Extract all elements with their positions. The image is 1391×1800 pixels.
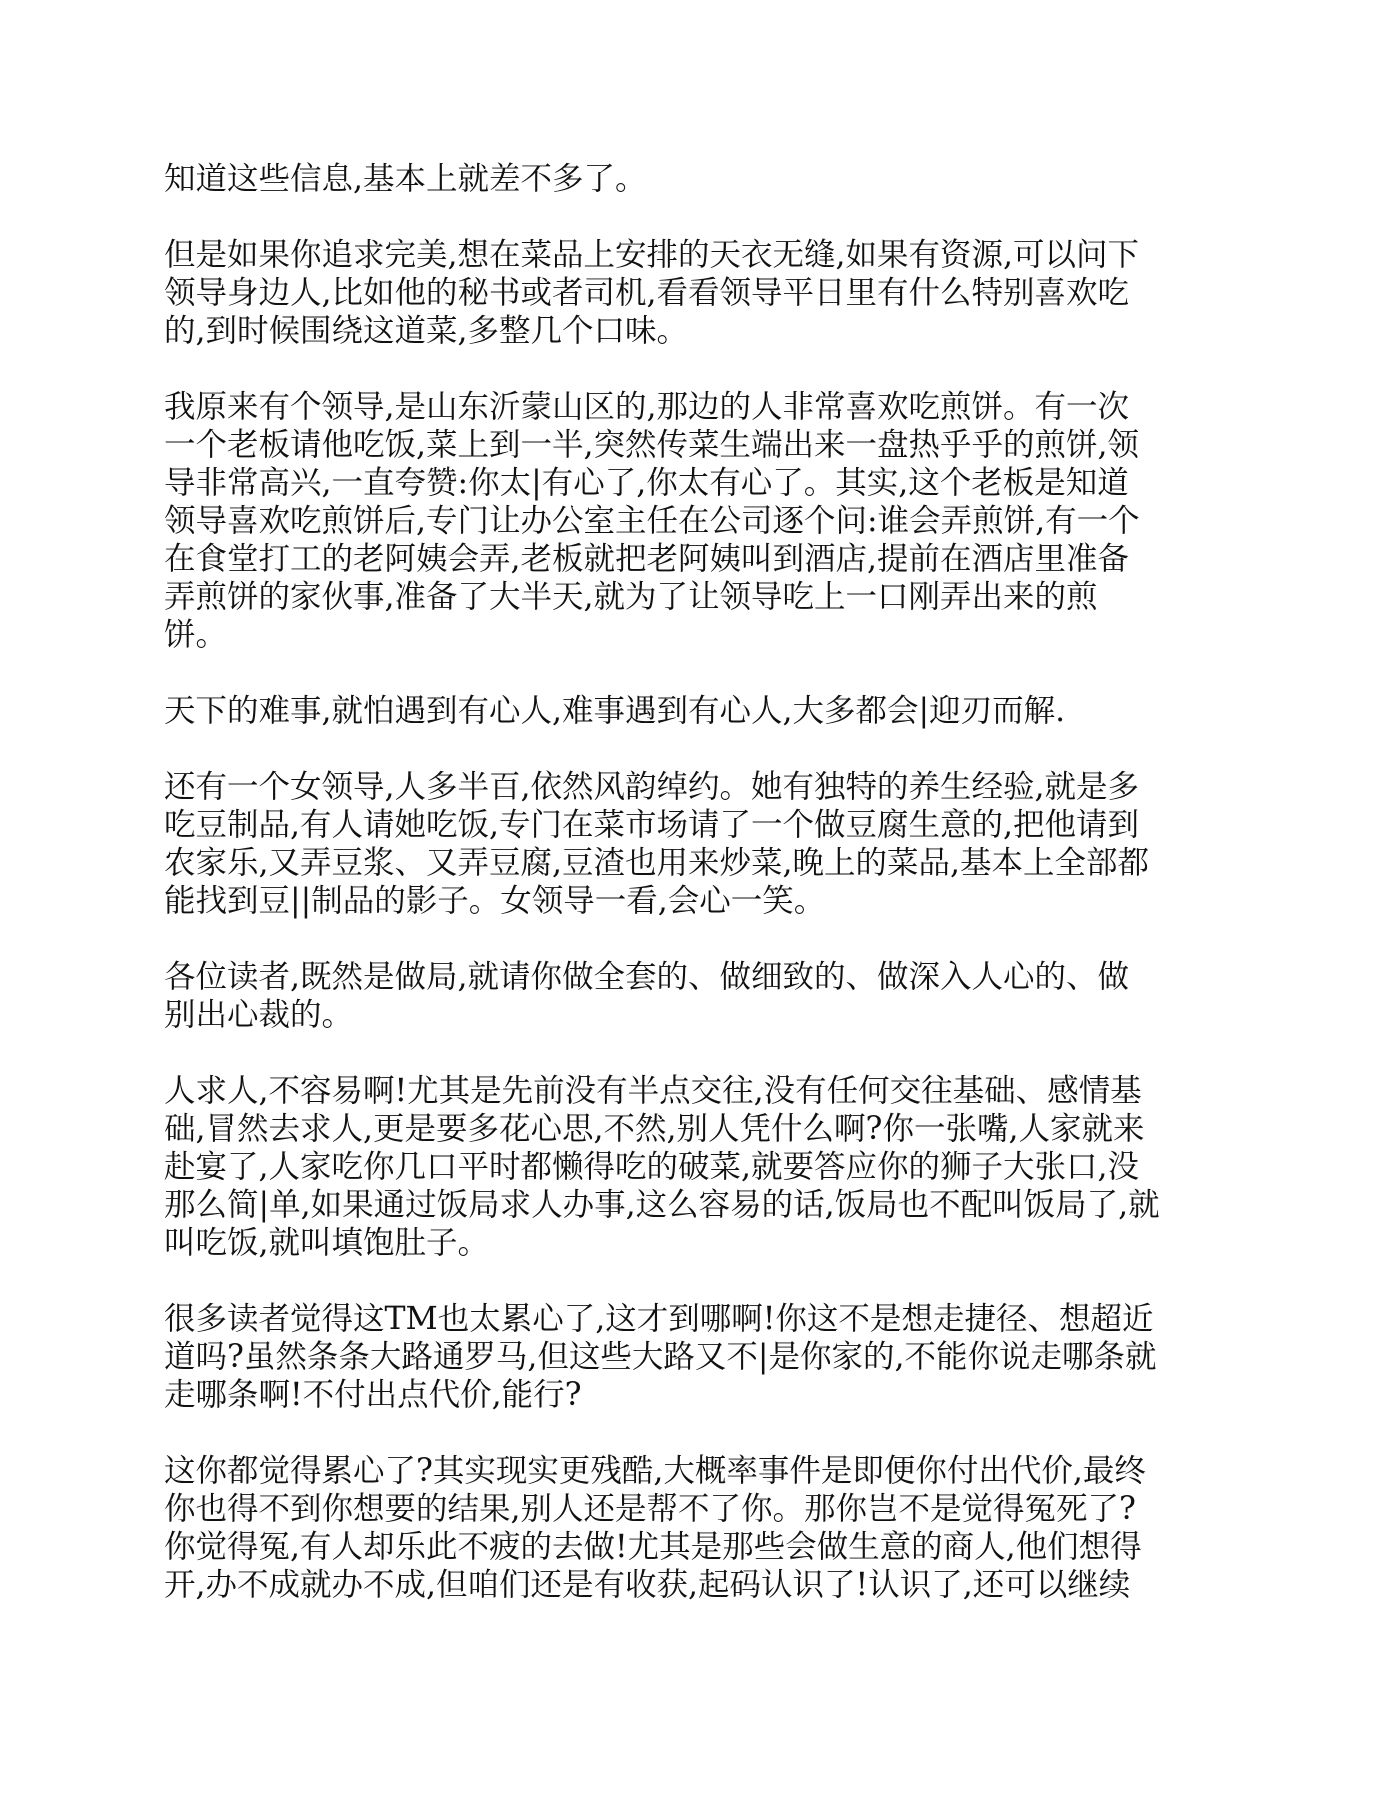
paragraph-5 [164,768,1244,920]
text-line: 但是如果你追求完美,想在菜品上安排的天衣无缝,如果有资源,可以问下 [164,237,1140,273]
paragraph-1 [164,160,1244,198]
text-line: 赴宴了,人家吃你几口平时都懒得吃的破菜,就要答应你的狮子大张口,没 [164,1149,1140,1185]
paragraph-2 [164,236,1244,350]
paragraph-9 [164,1452,1244,1604]
text-line: 农家乐,又弄豆浆、又弄豆腐,豆渣也用来炒菜,晚上的菜品,基本上全部都 [164,845,1150,881]
text-line: 人求人,不容易啊!尤其是先前没有半点交往,没有任何交往基础、感情基 [164,1073,1142,1109]
text-line: 很多读者觉得这TM也太累心了,这才到哪啊!你这不是想走捷径、想超近 [164,1301,1154,1337]
text-line: 在食堂打工的老阿姨会弄,老板就把老阿姨叫到酒店,提前在酒店里准备 [164,541,1130,577]
text-line: 一个老板请他吃饭,菜上到一半,突然传菜生端出来一盘热乎乎的煎饼,领 [164,427,1140,463]
paragraph-8 [164,1300,1244,1414]
paragraph-6 [164,958,1244,1034]
text-line: 能找到豆||制品的影子。女领导一看,会心一笑。 [164,883,826,919]
text-line: 知道这些信息,基本上就差不多了。 [164,161,647,197]
text-line: 你觉得冤,有人却乐此不疲的去做!尤其是那些会做生意的商人,他们想得 [164,1529,1142,1565]
text-line: 还有一个女领导,人多半百,依然风韵绰约。她有独特的养生经验,就是多 [164,769,1140,805]
text-line: 叫吃饭,就叫填饱肚子。 [164,1225,490,1261]
document-body [164,160,1244,1642]
paragraph-3 [164,388,1244,654]
text-line: 的,到时候围绕这道菜,多整几个口味。 [164,313,689,349]
text-line: 天下的难事,就怕遇到有心人,难事遇到有心人,大多都会|迎刃而解. [164,693,1066,729]
text-line: 弄煎饼的家伙事,准备了大半天,就为了让领导吃上一口刚弄出来的煎 [164,579,1098,615]
paragraph-4 [164,692,1244,730]
text-line: 吃豆制品,有人请她吃饭,专门在菜市场请了一个做豆腐生意的,把他请到 [164,807,1140,843]
text-line: 你也得不到你想要的结果,别人还是帮不了你。那你岂不是觉得冤死了? [164,1491,1136,1527]
text-line: 走哪条啊!不付出点代价,能行? [164,1377,582,1413]
text-line: 导非常高兴,一直夸赞:你太|有心了,你太有心了。其实,这个老板是知道 [164,465,1129,501]
text-line: 道吗?虽然条条大路通罗马,但这些大路又不|是你家的,不能你说走哪条就 [164,1339,1157,1375]
text-line: 那么简|单,如果通过饭局求人办事,这么容易的话,饭局也不配叫饭局了,就 [164,1187,1160,1223]
text-line: 我原来有个领导,是山东沂蒙山区的,那边的人非常喜欢吃煎饼。有一次 [164,389,1130,425]
text-line: 饼。 [164,617,228,653]
paragraph-7 [164,1072,1244,1262]
text-line: 础,冒然去求人,更是要多花心思,不然,别人凭什么啊?你一张嘴,人家就来 [164,1111,1145,1147]
text-line: 这你都觉得累心了?其实现实更残酷,大概率事件是即便你付出代价,最终 [164,1453,1146,1489]
text-line: 开,办不成就办不成,但咱们还是有收获,起码认识了!认识了,还可以继续 [164,1567,1131,1603]
text-line: 领导喜欢吃煎饼后,专门让办公室主任在公司逐个问:谁会弄煎饼,有一个 [164,503,1140,539]
text-line: 别出心裁的。 [164,997,354,1033]
text-line: 各位读者,既然是做局,就请你做全套的、做细致的、做深入人心的、做 [164,959,1130,995]
text-line: 领导身边人,比如他的秘书或者司机,看看领导平日里有什么特别喜欢吃 [164,275,1130,311]
